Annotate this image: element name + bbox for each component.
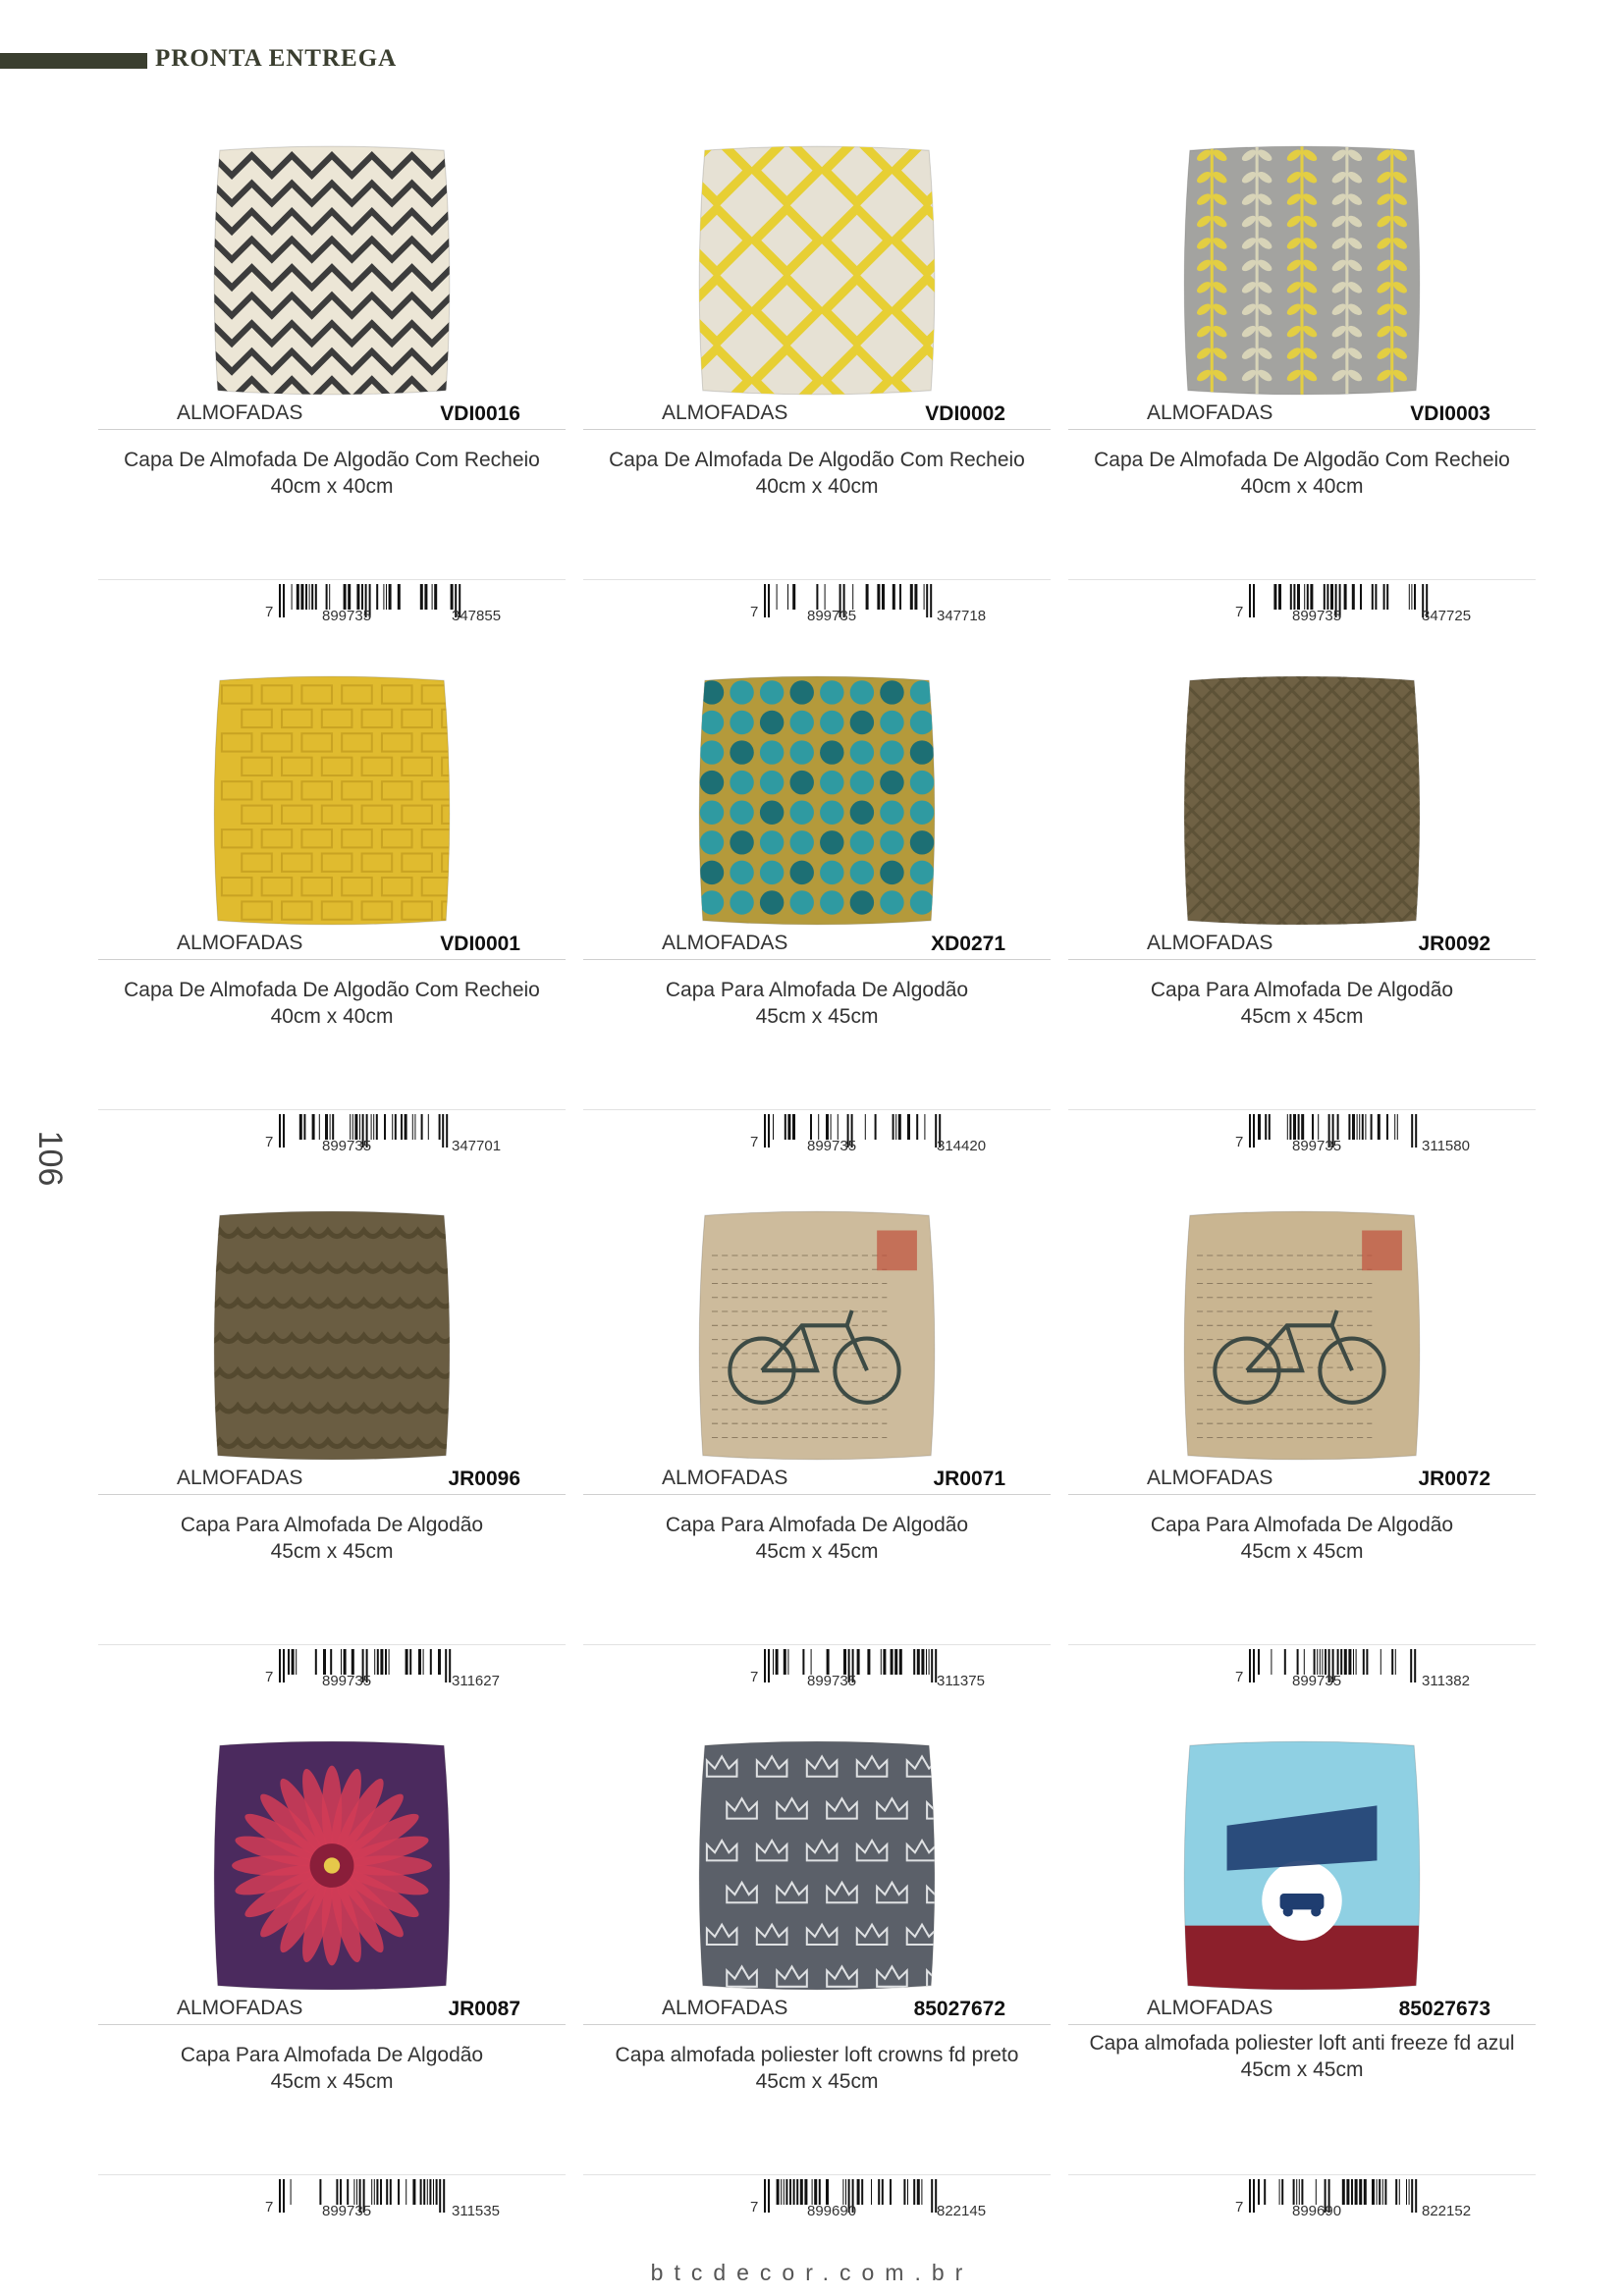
product-category: ALMOFADAS — [1147, 1997, 1273, 2019]
product-description — [1068, 977, 1536, 1030]
product-description — [1068, 2030, 1536, 2083]
barcode-bars — [265, 2179, 550, 2215]
product-name: Capa Para Almofada De Algodão — [1150, 1514, 1454, 1536]
barcode-digits-first: 7 — [750, 1134, 759, 1150]
category-row — [583, 401, 1051, 430]
product-description — [583, 1512, 1051, 1565]
pillow-italy-bicycle — [684, 1205, 949, 1466]
product-category: ALMOFADAS — [1147, 1467, 1273, 1489]
product-name: Capa Para Almofada De Algodão — [180, 1514, 484, 1536]
barcode-digits-left: 899735 — [322, 2203, 372, 2219]
barcode-bars — [1235, 1649, 1520, 1684]
product-category: ALMOFADAS — [177, 1997, 303, 2019]
product-category: ALMOFADAS — [177, 932, 303, 954]
barcode — [750, 1114, 1035, 1163]
barcode-bars — [1235, 1114, 1520, 1149]
product-code: JR0087 — [448, 1998, 520, 2020]
product-card — [98, 123, 566, 658]
barcode-digits-left: 899735 — [1292, 1673, 1342, 1689]
divider — [98, 1109, 566, 1110]
divider — [98, 579, 566, 580]
barcode — [265, 1649, 550, 1698]
product-card — [583, 1188, 1051, 1723]
category-row — [1068, 1997, 1536, 2025]
product-code: JR0072 — [1418, 1468, 1490, 1490]
product-code: VDI0016 — [440, 402, 520, 425]
product-card — [1068, 123, 1536, 658]
footer-site: btcdecor.com.br — [650, 2260, 974, 2285]
product-size: 45cm x 45cm — [755, 1005, 879, 1028]
product-name: Capa De Almofada De Algodão Com Recheio — [1094, 449, 1510, 471]
category-row — [1068, 1467, 1536, 1495]
product-description — [1068, 1512, 1536, 1565]
barcode-digits-left: 899690 — [1292, 2203, 1342, 2219]
barcode-digits-left: 899735 — [1292, 608, 1342, 624]
divider — [98, 2174, 566, 2175]
pillow-brown-diamond-knit — [1169, 670, 1435, 931]
divider — [583, 1644, 1051, 1645]
barcode-digits-right: 311627 — [452, 1673, 500, 1689]
product-card — [98, 653, 566, 1188]
barcode-digits-first: 7 — [1235, 1669, 1244, 1685]
product-image — [583, 123, 1051, 417]
product-code: XD0271 — [931, 933, 1005, 955]
product-image — [98, 1718, 566, 2012]
product-description — [98, 447, 566, 500]
barcode-digits-left: 899735 — [807, 1138, 857, 1154]
product-size: 45cm x 45cm — [1240, 2058, 1364, 2081]
barcode-digits-first: 7 — [265, 2199, 274, 2216]
product-size: 45cm x 45cm — [755, 2070, 879, 2093]
product-code: JR0071 — [933, 1468, 1005, 1490]
barcode-digits-right: 347725 — [1422, 608, 1472, 624]
product-description — [583, 447, 1051, 500]
barcode-digits-right: 311535 — [452, 2203, 500, 2219]
product-description — [98, 1512, 566, 1565]
product-size: 40cm x 40cm — [755, 475, 879, 498]
barcode-digits-first: 7 — [750, 2199, 759, 2216]
divider — [1068, 2174, 1536, 2175]
product-size: 40cm x 40cm — [1240, 475, 1364, 498]
product-name: Capa Para Almofada De Algodão — [665, 979, 969, 1001]
barcode-digits-right: 311375 — [937, 1673, 985, 1689]
product-size: 45cm x 45cm — [1240, 1540, 1364, 1563]
barcode — [265, 2179, 550, 2228]
barcode-digits-first: 7 — [750, 604, 759, 620]
barcode-bars — [750, 584, 1035, 619]
category-row — [98, 932, 566, 960]
barcode-bars — [1235, 584, 1520, 619]
barcode-digits-first: 7 — [265, 1134, 274, 1150]
product-description — [98, 977, 566, 1030]
product-image — [583, 653, 1051, 947]
product-image — [1068, 1718, 1536, 2012]
pillow-yellow-lattice — [684, 140, 949, 400]
product-code: 85027672 — [913, 1998, 1005, 2020]
product-name: Capa Para Almofada De Algodão — [1150, 979, 1454, 1001]
barcode-digits-right: 311580 — [1422, 1138, 1470, 1154]
product-size: 45cm x 45cm — [1240, 1005, 1364, 1028]
category-row — [98, 401, 566, 430]
barcode — [265, 1114, 550, 1163]
product-category: ALMOFADAS — [177, 401, 303, 424]
pillow-zigzag-black — [199, 140, 464, 400]
product-card — [583, 123, 1051, 658]
product-name: Capa De Almofada De Algodão Com Recheio — [609, 449, 1025, 471]
product-name: Capa Para Almofada De Algodão — [665, 1514, 969, 1536]
product-image — [98, 123, 566, 417]
pillow-crowns-gray — [684, 1735, 949, 1996]
product-category: ALMOFADAS — [662, 1997, 788, 2019]
product-image — [98, 1188, 566, 1482]
divider — [1068, 1109, 1536, 1110]
divider — [1068, 579, 1536, 580]
barcode-digits-left: 899735 — [807, 1673, 857, 1689]
barcode-digits-right: 822145 — [937, 2203, 987, 2219]
product-size: 45cm x 45cm — [270, 1540, 394, 1563]
barcode-bars — [265, 1114, 550, 1149]
product-size: 45cm x 45cm — [270, 2070, 394, 2093]
barcode-bars — [750, 1649, 1035, 1684]
product-category: ALMOFADAS — [662, 401, 788, 424]
pillow-paris-bicycle — [1169, 1205, 1435, 1466]
product-category: ALMOFADAS — [1147, 932, 1273, 954]
barcode-digits-first: 7 — [750, 1669, 759, 1685]
product-size: 40cm x 40cm — [270, 475, 394, 498]
barcode-bars — [265, 584, 550, 619]
barcode-bars — [750, 2179, 1035, 2215]
barcode-digits-right: 347701 — [452, 1138, 502, 1154]
product-image — [1068, 653, 1536, 947]
barcode — [265, 584, 550, 633]
pillow-brown-cable-knit — [199, 1205, 464, 1466]
barcode-digits-first: 7 — [1235, 2199, 1244, 2216]
barcode — [750, 2179, 1035, 2228]
product-image — [583, 1718, 1051, 2012]
barcode-digits-left: 899735 — [322, 608, 372, 624]
product-card — [98, 1718, 566, 2253]
product-description — [583, 977, 1051, 1030]
barcode-digits-left: 899735 — [1292, 1138, 1342, 1154]
section-title: PRONTA ENTREGA — [155, 45, 398, 72]
product-description — [583, 2042, 1051, 2095]
barcode — [750, 584, 1035, 633]
product-card — [583, 1718, 1051, 2253]
product-image — [1068, 123, 1536, 417]
barcode — [750, 1649, 1035, 1698]
product-code: VDI0002 — [925, 402, 1005, 425]
category-row — [1068, 401, 1536, 430]
category-row — [1068, 932, 1536, 960]
divider — [583, 1109, 1051, 1110]
product-image — [1068, 1188, 1536, 1482]
page-number: 106 — [31, 1130, 69, 1187]
product-code: JR0092 — [1418, 933, 1490, 955]
divider — [583, 579, 1051, 580]
barcode-digits-right: 347718 — [937, 608, 987, 624]
product-description — [1068, 447, 1536, 500]
category-row — [98, 1467, 566, 1495]
barcode-digits-right: 822152 — [1422, 2203, 1472, 2219]
pillow-yellow-knit — [199, 670, 464, 931]
product-card — [1068, 1718, 1536, 2253]
product-code: 85027673 — [1398, 1998, 1490, 2020]
product-code: VDI0001 — [440, 933, 520, 955]
barcode-digits-first: 7 — [265, 604, 274, 620]
product-card — [98, 1188, 566, 1723]
category-row — [98, 1997, 566, 2025]
barcode-digits-left: 899735 — [322, 1138, 372, 1154]
divider — [583, 2174, 1051, 2175]
barcode — [1235, 1649, 1520, 1698]
product-name: Capa De Almofada De Algodão Com Recheio — [124, 449, 540, 471]
barcode-digits-right: 314420 — [937, 1138, 987, 1154]
product-name: Capa almofada poliester loft anti freeze fd azul — [1089, 2032, 1515, 2055]
divider — [98, 1644, 566, 1645]
pillow-teal-dots — [684, 670, 949, 931]
product-code: VDI0003 — [1410, 402, 1490, 425]
product-image — [98, 653, 566, 947]
pillow-purple-flower — [199, 1735, 464, 1996]
pillow-anti-freeze — [1169, 1735, 1435, 1996]
barcode-digits-right: 347855 — [452, 608, 502, 624]
product-size: 40cm x 40cm — [270, 1005, 394, 1028]
barcode-bars — [750, 1114, 1035, 1149]
divider — [1068, 1644, 1536, 1645]
product-name: Capa De Almofada De Algodão Com Recheio — [124, 979, 540, 1001]
product-category: ALMOFADAS — [1147, 401, 1273, 424]
barcode-bars — [265, 1649, 550, 1684]
barcode-digits-first: 7 — [1235, 604, 1244, 620]
product-code: JR0096 — [448, 1468, 520, 1490]
product-name: Capa Para Almofada De Algodão — [180, 2044, 484, 2066]
product-description — [98, 2042, 566, 2095]
product-category: ALMOFADAS — [662, 932, 788, 954]
product-category: ALMOFADAS — [662, 1467, 788, 1489]
product-name: Capa almofada poliester loft crowns fd preto — [615, 2044, 1019, 2066]
barcode-digits-left: 899735 — [807, 608, 857, 624]
category-row — [583, 1467, 1051, 1495]
product-card — [583, 653, 1051, 1188]
barcode — [1235, 1114, 1520, 1163]
product-card — [1068, 653, 1536, 1188]
pillow-gray-leaves — [1169, 140, 1435, 400]
product-size: 45cm x 45cm — [755, 1540, 879, 1563]
barcode-digits-right: 311382 — [1422, 1673, 1470, 1689]
barcode — [1235, 584, 1520, 633]
barcode-digits-first: 7 — [1235, 1134, 1244, 1150]
barcode-bars — [1235, 2179, 1520, 2215]
product-card — [1068, 1188, 1536, 1723]
barcode-digits-left: 899735 — [322, 1673, 372, 1689]
product-image — [583, 1188, 1051, 1482]
barcode — [1235, 2179, 1520, 2228]
category-row — [583, 932, 1051, 960]
category-row — [583, 1997, 1051, 2025]
product-category: ALMOFADAS — [177, 1467, 303, 1489]
barcode-digits-left: 899690 — [807, 2203, 857, 2219]
barcode-digits-first: 7 — [265, 1669, 274, 1685]
